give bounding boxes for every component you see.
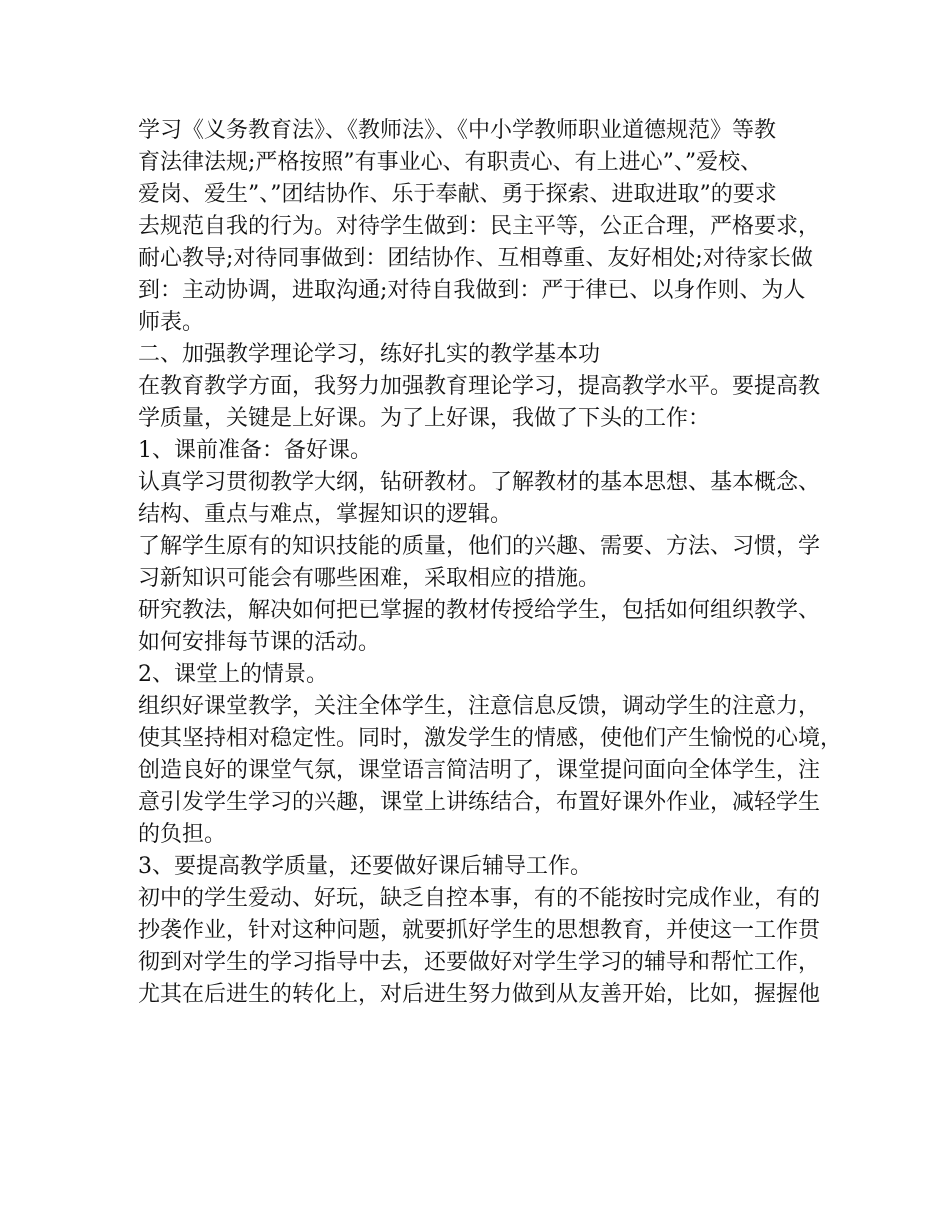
paragraph-teaching-intro xyxy=(138,371,821,435)
text-line: 尤其在后进生的转化上，对后进生努力做到从友善开始，比如，握握他 xyxy=(138,982,821,1007)
text-line: 彻到对学生的学习指导中去，还要做好对学生学习的辅导和帮忙工作， xyxy=(138,950,821,975)
text-line: 研究教法，解决如何把已掌握的教材传授给学生，包括如何组织教学、 xyxy=(138,598,821,623)
text-line: 使其坚持相对稳定性。同时，激发学生的情感，使他们产生愉悦的心境， xyxy=(138,726,843,751)
text-line: 抄袭作业，针对这种问题，就要抓好学生的思想教育，并使这一工作贯 xyxy=(138,918,821,943)
text-line: 学质量，关键是上好课。为了上好课，我做了下头的工作： xyxy=(138,406,711,431)
paragraph-study-materials xyxy=(138,467,821,531)
text-line: 爱岗、爱生”、”团结协作、乐于奉献、勇于探索、进取进取”的要求 xyxy=(138,182,777,207)
text-line: 结构、重点与难点，掌握知识的逻辑。 xyxy=(138,502,513,527)
paragraph-classroom xyxy=(138,691,843,851)
subheading-3 xyxy=(138,851,818,883)
text-line: 学习《义务教育法》、《教师法》、《中小学教师职业道德规范》等教 xyxy=(138,118,777,143)
subheading-1 xyxy=(138,435,818,467)
text-line: 去规范自我的行为。对待学生做到：民主平等，公正合理，严格要求， xyxy=(138,214,821,239)
text-line: 耐心教导;对待同事做到：团结协作、互相尊重、友好相处;对待家长做 xyxy=(138,246,813,271)
text-line: 如何安排每节课的活动。 xyxy=(138,630,381,655)
section-heading-2 xyxy=(138,339,818,371)
text-line: 了解学生原有的知识技能的质量，他们的兴趣、需要、方法、习惯，学 xyxy=(138,534,821,559)
text-line: 的负担。 xyxy=(138,822,227,847)
paragraph-after-class xyxy=(138,883,821,1011)
text-line: 到：主动协调，进取沟通;对待自我做到：严于律已、以身作则、为人 xyxy=(138,278,806,303)
text-line: 二、加强教学理论学习，练好扎实的教学基本功 xyxy=(138,342,601,367)
paragraph-code-of-conduct xyxy=(138,115,821,339)
text-line: 认真学习贯彻教学大纲，钻研教材。了解教材的基本思想、基本概念、 xyxy=(138,470,821,495)
text-line: 创造良好的课堂气氛，课堂语言简洁明了，课堂提问面向全体学生，注 xyxy=(138,758,821,783)
text-line: 育法律法规;严格按照”有事业心、有职责心、有上进心”、”爱校、 xyxy=(138,150,763,175)
text-line: 习新知识可能会有哪些困难，采取相应的措施。 xyxy=(138,566,601,591)
text-line: 组织好课堂教学，关注全体学生，注意信息反馈，调动学生的注意力， xyxy=(138,694,821,719)
subheading-2 xyxy=(138,659,818,691)
paragraph-understand-students xyxy=(138,531,821,595)
document-page xyxy=(138,115,843,1011)
text-line: 2、课堂上的情景。 xyxy=(138,662,328,687)
text-line: 初中的学生爱动、好玩，缺乏自控本事，有的不能按时完成作业，有的 xyxy=(138,886,821,911)
text-line: 3、要提高教学质量，还要做好课后辅导工作。 xyxy=(138,854,592,879)
text-line: 在教育教学方面，我努力加强教育理论学习，提高教学水平。要提高教 xyxy=(138,374,821,399)
paragraph-teaching-methods xyxy=(138,595,821,659)
text-line: 意引发学生学习的兴趣，课堂上讲练结合，布置好课外作业，减轻学生 xyxy=(138,790,821,815)
text-line: 1、课前准备：备好课。 xyxy=(138,438,372,463)
text-line: 师表。 xyxy=(138,310,205,335)
